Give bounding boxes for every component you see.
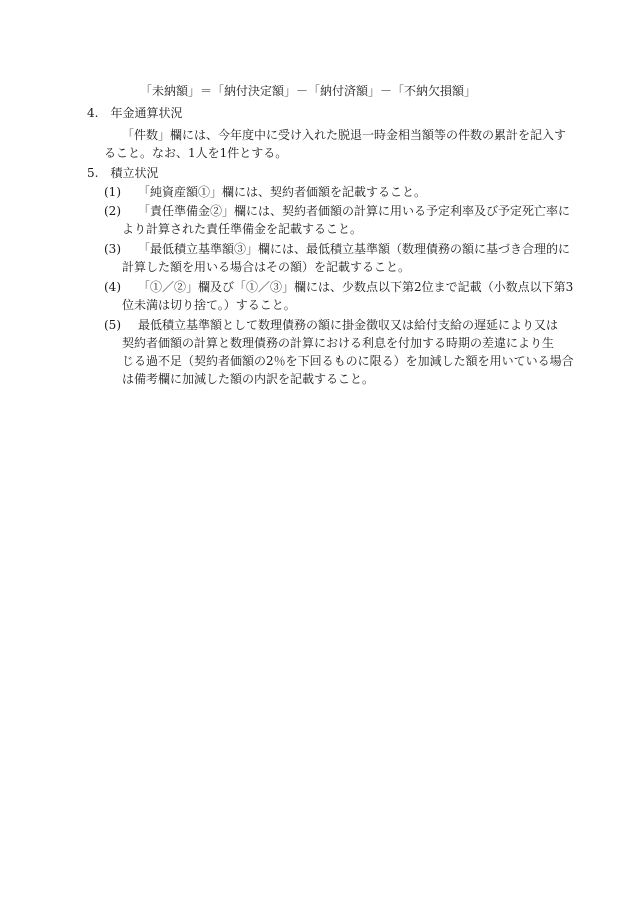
item-text-line: 「最低積立基準額③」欄には、最低積立基準額（数理債務の額に基づき合理的に (138, 242, 571, 256)
section-5-heading: 5. 積立状況 (87, 166, 159, 180)
section-5-item-1 (104, 183, 426, 201)
section-5-item-2 (104, 202, 570, 220)
item-text-line: より計算された責任準備金を記載すること。 (122, 222, 363, 236)
item-text-line: 「純資産額①」欄には、契約者価額を記載すること。 (138, 185, 427, 199)
item-text-line: 「責任準備金②」欄には、契約者価額の計算に用いる予定利率及び予定死亡率に (138, 204, 571, 218)
section-5-item-4 (104, 278, 573, 296)
item-text-line: 最低積立基準額として数理債務の額に掛金徴収又は給付支給の遅延により又は (138, 318, 559, 332)
section-4-paragraph-line-2: ること。なお、1人を1件とする。 (104, 146, 288, 160)
item-text-line: 「①／②」欄及び「①／③」欄には、少数点以下第2位まで記載（小数点以下第3 (138, 280, 574, 294)
section-5-item-3 (104, 240, 570, 258)
item-number: (1) (104, 185, 121, 199)
section-5-item-5 (104, 316, 558, 334)
item-text-line: は備考欄に加減した額の内訳を記載すること。 (122, 372, 375, 386)
item-text-line: 位未満は切り捨て。）すること。 (122, 298, 296, 312)
section-4-paragraph-line-1: 「件数」欄には、今年度中に受け入れた脱退一時金相当額等の件数の累計を記入す (122, 128, 567, 142)
item-number: (3) (104, 242, 121, 256)
item-number: (4) (104, 280, 121, 294)
item-text-line: 計算した額を用いる場合はその額）を記載すること。 (122, 260, 411, 274)
item-number: (5) (104, 318, 121, 332)
section-4-heading: 4. 年金通算状況 (87, 106, 183, 120)
item-text-line: じる過不足（契約者価額の2％を下回るものに限る）を加減した額を用いている場合 (122, 354, 574, 368)
item-number: (2) (104, 204, 121, 218)
item-text-line: 契約者価額の計算と数理債務の計算における利息を付加する時期の差違により生 (122, 336, 555, 350)
unpaid-amount-formula: 「未納額」＝「納付決定額」－「納付済額」－「不納欠損額」 (140, 84, 477, 98)
